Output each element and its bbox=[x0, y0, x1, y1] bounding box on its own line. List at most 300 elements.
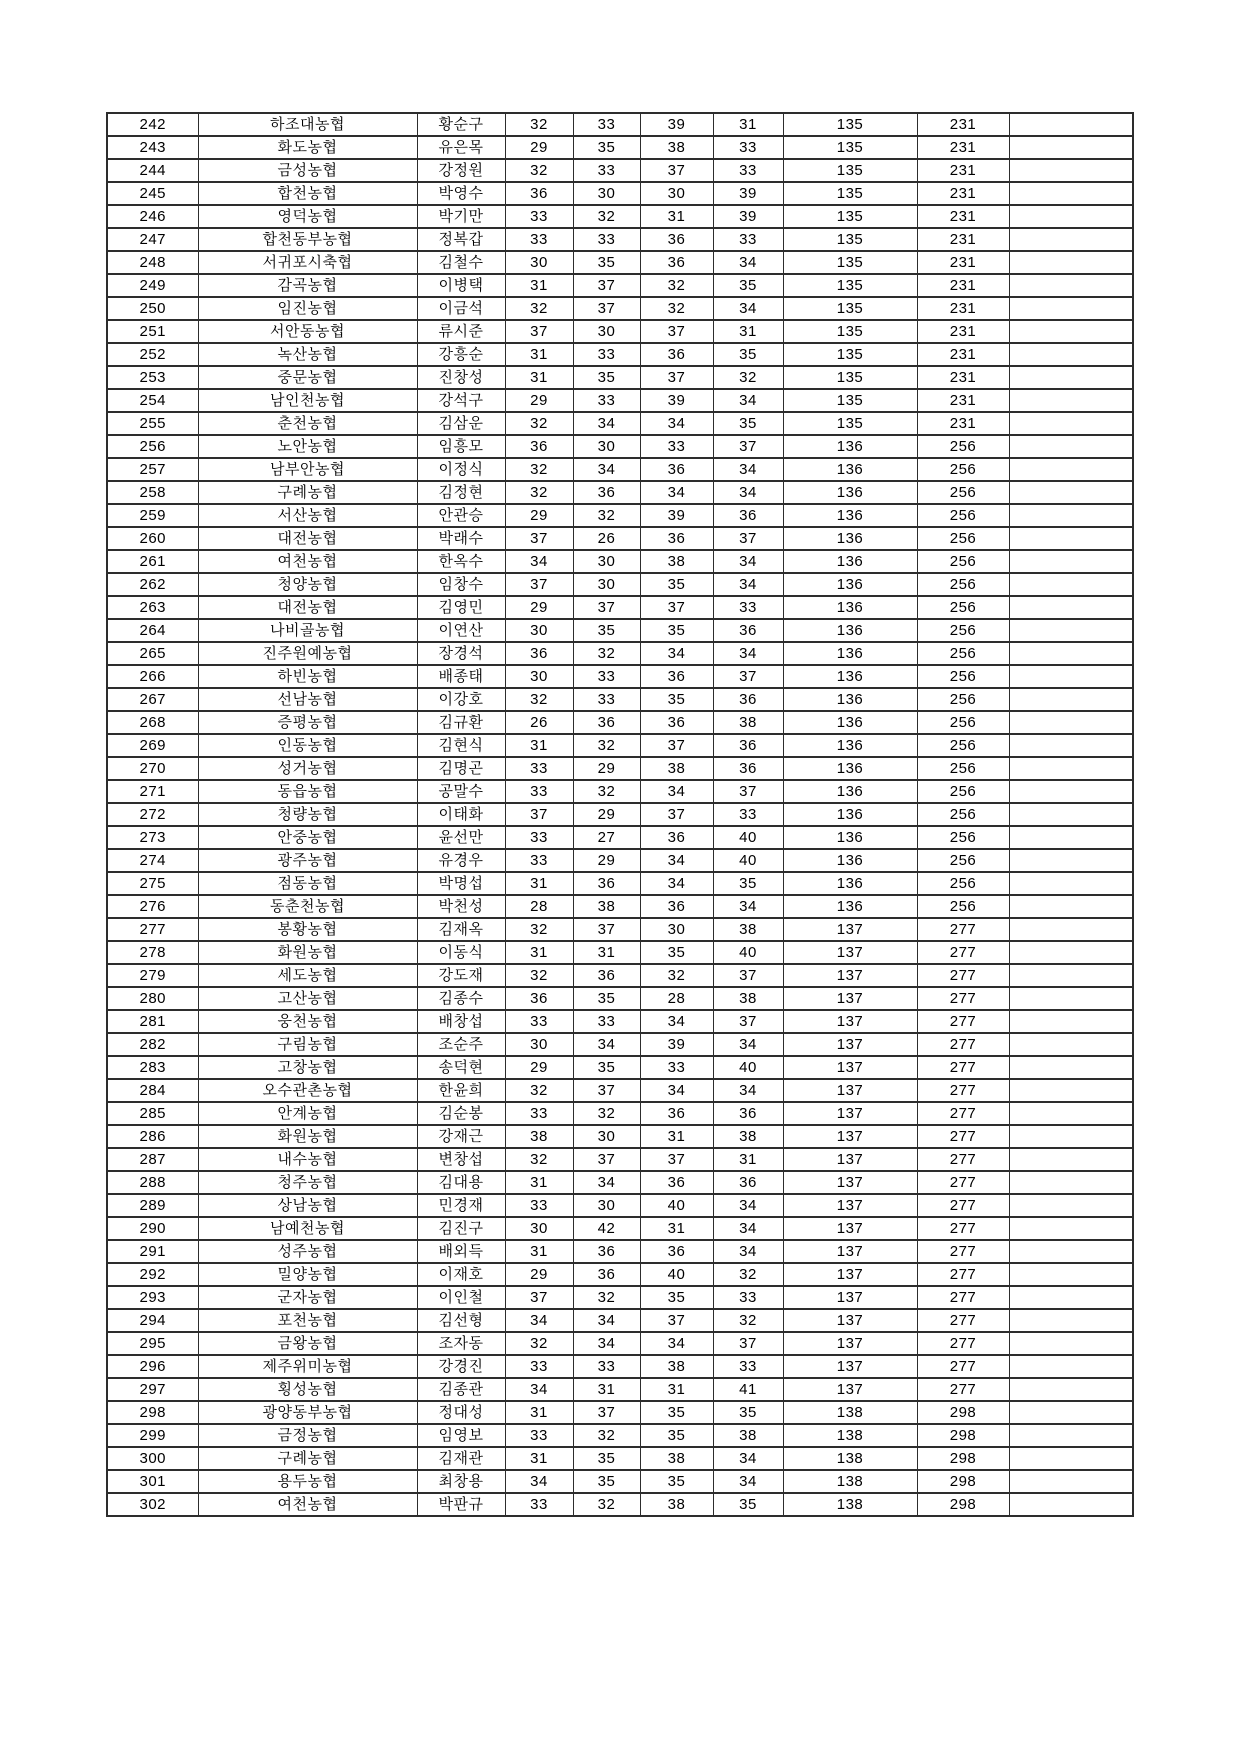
cell-organization: 제주위미농협 bbox=[198, 1355, 417, 1378]
cell-score3: 30 bbox=[640, 182, 713, 205]
table-row bbox=[107, 1056, 1133, 1079]
cell-organization: 용두농협 bbox=[198, 1470, 417, 1493]
cell-total: 136 bbox=[783, 573, 917, 596]
cell-name: 김진구 bbox=[417, 1217, 505, 1240]
cell-score4: 34 bbox=[713, 1447, 783, 1470]
cell-note bbox=[1009, 1194, 1133, 1217]
table-row bbox=[107, 1217, 1133, 1240]
cell-score1: 32 bbox=[505, 1148, 573, 1171]
cell-organization: 하빈농협 bbox=[198, 665, 417, 688]
cell-total: 136 bbox=[783, 757, 917, 780]
cell-score4: 34 bbox=[713, 1033, 783, 1056]
table-row bbox=[107, 1424, 1133, 1447]
cell-note bbox=[1009, 113, 1133, 136]
table-row bbox=[107, 803, 1133, 826]
cell-total: 137 bbox=[783, 1217, 917, 1240]
cell-score1: 37 bbox=[505, 320, 573, 343]
cell-score2: 32 bbox=[573, 1102, 640, 1125]
cell-score4: 34 bbox=[713, 642, 783, 665]
cell-score4: 37 bbox=[713, 1010, 783, 1033]
table-row bbox=[107, 182, 1133, 205]
cell-name: 박영수 bbox=[417, 182, 505, 205]
table-row bbox=[107, 1401, 1133, 1424]
cell-organization: 나비골농협 bbox=[198, 619, 417, 642]
cell-name: 김순봉 bbox=[417, 1102, 505, 1125]
cell-note bbox=[1009, 481, 1133, 504]
cell-note bbox=[1009, 1079, 1133, 1102]
table-row bbox=[107, 849, 1133, 872]
cell-score2: 35 bbox=[573, 136, 640, 159]
cell-note bbox=[1009, 1355, 1133, 1378]
cell-total: 137 bbox=[783, 1079, 917, 1102]
cell-score1: 31 bbox=[505, 734, 573, 757]
cell-organization: 진주원예농협 bbox=[198, 642, 417, 665]
cell-total: 135 bbox=[783, 228, 917, 251]
table-row bbox=[107, 987, 1133, 1010]
table-row bbox=[107, 780, 1133, 803]
cell-organization: 광주농협 bbox=[198, 849, 417, 872]
cell-score2: 32 bbox=[573, 780, 640, 803]
cell-note bbox=[1009, 1493, 1133, 1516]
cell-overall-rank: 277 bbox=[917, 1240, 1009, 1263]
cell-organization: 안계농협 bbox=[198, 1102, 417, 1125]
cell-score1: 31 bbox=[505, 343, 573, 366]
cell-organization: 서귀포시축협 bbox=[198, 251, 417, 274]
cell-score3: 36 bbox=[640, 1102, 713, 1125]
cell-score3: 32 bbox=[640, 964, 713, 987]
cell-total: 135 bbox=[783, 182, 917, 205]
cell-note bbox=[1009, 458, 1133, 481]
table-row bbox=[107, 481, 1133, 504]
cell-score3: 32 bbox=[640, 274, 713, 297]
cell-name: 이정식 bbox=[417, 458, 505, 481]
table-row bbox=[107, 665, 1133, 688]
cell-score2: 33 bbox=[573, 343, 640, 366]
cell-note bbox=[1009, 918, 1133, 941]
cell-name: 이인철 bbox=[417, 1286, 505, 1309]
cell-overall-rank: 277 bbox=[917, 1171, 1009, 1194]
cell-name: 김규환 bbox=[417, 711, 505, 734]
cell-score1: 29 bbox=[505, 389, 573, 412]
cell-total: 137 bbox=[783, 1332, 917, 1355]
cell-score2: 32 bbox=[573, 642, 640, 665]
cell-score4: 36 bbox=[713, 619, 783, 642]
cell-score4: 40 bbox=[713, 1056, 783, 1079]
cell-score4: 36 bbox=[713, 504, 783, 527]
cell-score4: 31 bbox=[713, 113, 783, 136]
cell-score4: 34 bbox=[713, 895, 783, 918]
cell-name: 김현식 bbox=[417, 734, 505, 757]
cell-name: 이태화 bbox=[417, 803, 505, 826]
cell-score1: 38 bbox=[505, 1125, 573, 1148]
table-row bbox=[107, 573, 1133, 596]
cell-score1: 29 bbox=[505, 136, 573, 159]
cell-overall-rank: 256 bbox=[917, 849, 1009, 872]
cell-name: 박판규 bbox=[417, 1493, 505, 1516]
cell-total: 136 bbox=[783, 619, 917, 642]
cell-name: 강흥순 bbox=[417, 343, 505, 366]
cell-score3: 31 bbox=[640, 1217, 713, 1240]
table-row bbox=[107, 1171, 1133, 1194]
cell-score3: 35 bbox=[640, 1286, 713, 1309]
cell-rank: 300 bbox=[107, 1447, 198, 1470]
cell-organization: 금왕농협 bbox=[198, 1332, 417, 1355]
cell-organization: 대전농협 bbox=[198, 527, 417, 550]
cell-total: 136 bbox=[783, 849, 917, 872]
table-row bbox=[107, 826, 1133, 849]
cell-name: 강정원 bbox=[417, 159, 505, 182]
cell-organization: 군자농협 bbox=[198, 1286, 417, 1309]
table-row bbox=[107, 251, 1133, 274]
cell-organization: 구례농협 bbox=[198, 481, 417, 504]
cell-total: 137 bbox=[783, 1171, 917, 1194]
cell-note bbox=[1009, 274, 1133, 297]
cell-organization: 하조대농협 bbox=[198, 113, 417, 136]
cell-rank: 267 bbox=[107, 688, 198, 711]
cell-overall-rank: 256 bbox=[917, 895, 1009, 918]
cell-total: 137 bbox=[783, 1148, 917, 1171]
table-row bbox=[107, 1102, 1133, 1125]
cell-rank: 291 bbox=[107, 1240, 198, 1263]
cell-score4: 34 bbox=[713, 297, 783, 320]
cell-total: 137 bbox=[783, 1240, 917, 1263]
cell-overall-rank: 277 bbox=[917, 918, 1009, 941]
cell-note bbox=[1009, 573, 1133, 596]
cell-total: 136 bbox=[783, 895, 917, 918]
cell-organization: 춘천농협 bbox=[198, 412, 417, 435]
cell-score4: 37 bbox=[713, 665, 783, 688]
cell-name: 김재옥 bbox=[417, 918, 505, 941]
table-row bbox=[107, 1378, 1133, 1401]
cell-score1: 32 bbox=[505, 297, 573, 320]
cell-score2: 37 bbox=[573, 596, 640, 619]
cell-overall-rank: 256 bbox=[917, 803, 1009, 826]
cell-score3: 34 bbox=[640, 849, 713, 872]
cell-score1: 32 bbox=[505, 1332, 573, 1355]
cell-score3: 33 bbox=[640, 435, 713, 458]
cell-name: 공말수 bbox=[417, 780, 505, 803]
cell-score3: 35 bbox=[640, 573, 713, 596]
cell-score3: 36 bbox=[640, 1240, 713, 1263]
cell-name: 이금석 bbox=[417, 297, 505, 320]
cell-organization: 화원농협 bbox=[198, 1125, 417, 1148]
cell-overall-rank: 256 bbox=[917, 573, 1009, 596]
cell-total: 136 bbox=[783, 826, 917, 849]
cell-overall-rank: 298 bbox=[917, 1470, 1009, 1493]
cell-score2: 37 bbox=[573, 297, 640, 320]
cell-rank: 269 bbox=[107, 734, 198, 757]
cell-score3: 35 bbox=[640, 941, 713, 964]
cell-organization: 화원농협 bbox=[198, 941, 417, 964]
cell-score3: 39 bbox=[640, 504, 713, 527]
cell-rank: 248 bbox=[107, 251, 198, 274]
cell-name: 김영민 bbox=[417, 596, 505, 619]
cell-name: 강재근 bbox=[417, 1125, 505, 1148]
cell-score1: 33 bbox=[505, 228, 573, 251]
cell-total: 135 bbox=[783, 136, 917, 159]
cell-overall-rank: 277 bbox=[917, 1125, 1009, 1148]
cell-note bbox=[1009, 1217, 1133, 1240]
cell-rank: 287 bbox=[107, 1148, 198, 1171]
cell-name: 황순구 bbox=[417, 113, 505, 136]
cell-score2: 36 bbox=[573, 481, 640, 504]
cell-overall-rank: 298 bbox=[917, 1493, 1009, 1516]
cell-score4: 38 bbox=[713, 1125, 783, 1148]
cell-overall-rank: 277 bbox=[917, 1332, 1009, 1355]
cell-total: 136 bbox=[783, 458, 917, 481]
cell-total: 135 bbox=[783, 159, 917, 182]
cell-score2: 31 bbox=[573, 941, 640, 964]
cell-overall-rank: 231 bbox=[917, 159, 1009, 182]
cell-organization: 영덕농협 bbox=[198, 205, 417, 228]
cell-overall-rank: 256 bbox=[917, 757, 1009, 780]
table-row bbox=[107, 1332, 1133, 1355]
cell-name: 송덕현 bbox=[417, 1056, 505, 1079]
table-row bbox=[107, 389, 1133, 412]
cell-score1: 37 bbox=[505, 1286, 573, 1309]
cell-note bbox=[1009, 1263, 1133, 1286]
cell-name: 강도재 bbox=[417, 964, 505, 987]
cell-score1: 37 bbox=[505, 573, 573, 596]
cell-score3: 39 bbox=[640, 1033, 713, 1056]
cell-score3: 36 bbox=[640, 665, 713, 688]
cell-note bbox=[1009, 1148, 1133, 1171]
cell-note bbox=[1009, 1056, 1133, 1079]
cell-score3: 35 bbox=[640, 1470, 713, 1493]
table-row bbox=[107, 366, 1133, 389]
cell-score4: 38 bbox=[713, 1424, 783, 1447]
cell-overall-rank: 256 bbox=[917, 504, 1009, 527]
cell-score2: 42 bbox=[573, 1217, 640, 1240]
table-row bbox=[107, 550, 1133, 573]
cell-score4: 34 bbox=[713, 1217, 783, 1240]
cell-score3: 36 bbox=[640, 711, 713, 734]
cell-overall-rank: 231 bbox=[917, 228, 1009, 251]
cell-score1: 28 bbox=[505, 895, 573, 918]
cell-note bbox=[1009, 1470, 1133, 1493]
cell-note bbox=[1009, 757, 1133, 780]
cell-score2: 30 bbox=[573, 182, 640, 205]
cell-total: 135 bbox=[783, 274, 917, 297]
cell-overall-rank: 256 bbox=[917, 734, 1009, 757]
cell-note bbox=[1009, 619, 1133, 642]
cell-total: 137 bbox=[783, 941, 917, 964]
cell-score4: 34 bbox=[713, 1079, 783, 1102]
cell-total: 135 bbox=[783, 320, 917, 343]
cell-score3: 36 bbox=[640, 228, 713, 251]
cell-note bbox=[1009, 527, 1133, 550]
cell-overall-rank: 256 bbox=[917, 665, 1009, 688]
table-row bbox=[107, 343, 1133, 366]
cell-total: 136 bbox=[783, 688, 917, 711]
cell-note bbox=[1009, 826, 1133, 849]
cell-score2: 27 bbox=[573, 826, 640, 849]
cell-score3: 38 bbox=[640, 550, 713, 573]
cell-score3: 36 bbox=[640, 895, 713, 918]
cell-rank: 259 bbox=[107, 504, 198, 527]
cell-score2: 30 bbox=[573, 435, 640, 458]
cell-score2: 35 bbox=[573, 366, 640, 389]
cell-score3: 34 bbox=[640, 1010, 713, 1033]
cell-score2: 33 bbox=[573, 688, 640, 711]
cell-overall-rank: 277 bbox=[917, 1010, 1009, 1033]
cell-score4: 33 bbox=[713, 228, 783, 251]
cell-note bbox=[1009, 1286, 1133, 1309]
cell-score4: 33 bbox=[713, 159, 783, 182]
cell-organization: 감곡농협 bbox=[198, 274, 417, 297]
cell-organization: 구례농협 bbox=[198, 1447, 417, 1470]
cell-total: 137 bbox=[783, 987, 917, 1010]
cell-score2: 36 bbox=[573, 1263, 640, 1286]
cell-overall-rank: 277 bbox=[917, 1079, 1009, 1102]
cell-organization: 합천동부농협 bbox=[198, 228, 417, 251]
cell-overall-rank: 256 bbox=[917, 711, 1009, 734]
cell-score3: 35 bbox=[640, 1424, 713, 1447]
cell-score3: 34 bbox=[640, 1079, 713, 1102]
cell-score4: 36 bbox=[713, 734, 783, 757]
cell-score1: 32 bbox=[505, 412, 573, 435]
cell-score1: 31 bbox=[505, 366, 573, 389]
cell-name: 한윤희 bbox=[417, 1079, 505, 1102]
cell-score3: 37 bbox=[640, 320, 713, 343]
cell-score2: 29 bbox=[573, 803, 640, 826]
cell-score4: 40 bbox=[713, 826, 783, 849]
cell-overall-rank: 277 bbox=[917, 1355, 1009, 1378]
cell-organization: 상남농협 bbox=[198, 1194, 417, 1217]
cell-organization: 오수관촌농협 bbox=[198, 1079, 417, 1102]
cell-score1: 32 bbox=[505, 964, 573, 987]
cell-note bbox=[1009, 251, 1133, 274]
cell-note bbox=[1009, 1309, 1133, 1332]
cell-score2: 32 bbox=[573, 1286, 640, 1309]
cell-note bbox=[1009, 343, 1133, 366]
cell-score1: 33 bbox=[505, 757, 573, 780]
cell-name: 이동식 bbox=[417, 941, 505, 964]
cell-name: 강경진 bbox=[417, 1355, 505, 1378]
cell-note bbox=[1009, 297, 1133, 320]
cell-rank: 264 bbox=[107, 619, 198, 642]
cell-overall-rank: 277 bbox=[917, 1378, 1009, 1401]
cell-score3: 37 bbox=[640, 159, 713, 182]
cell-score2: 33 bbox=[573, 1010, 640, 1033]
cell-score1: 31 bbox=[505, 1171, 573, 1194]
table-row bbox=[107, 458, 1133, 481]
cell-score4: 40 bbox=[713, 941, 783, 964]
cell-score2: 35 bbox=[573, 987, 640, 1010]
cell-overall-rank: 256 bbox=[917, 688, 1009, 711]
cell-overall-rank: 231 bbox=[917, 412, 1009, 435]
cell-score4: 33 bbox=[713, 136, 783, 159]
cell-total: 135 bbox=[783, 297, 917, 320]
cell-overall-rank: 256 bbox=[917, 596, 1009, 619]
cell-score2: 37 bbox=[573, 1079, 640, 1102]
cell-rank: 281 bbox=[107, 1010, 198, 1033]
cell-name: 김대용 bbox=[417, 1171, 505, 1194]
cell-score2: 26 bbox=[573, 527, 640, 550]
cell-rank: 284 bbox=[107, 1079, 198, 1102]
cell-total: 137 bbox=[783, 1010, 917, 1033]
table-row bbox=[107, 320, 1133, 343]
cell-total: 136 bbox=[783, 872, 917, 895]
table-row bbox=[107, 1010, 1133, 1033]
cell-note bbox=[1009, 803, 1133, 826]
cell-note bbox=[1009, 136, 1133, 159]
cell-organization: 내수농협 bbox=[198, 1148, 417, 1171]
cell-score2: 36 bbox=[573, 1240, 640, 1263]
cell-total: 136 bbox=[783, 734, 917, 757]
cell-score3: 34 bbox=[640, 1332, 713, 1355]
cell-score4: 38 bbox=[713, 987, 783, 1010]
cell-rank: 260 bbox=[107, 527, 198, 550]
cell-total: 136 bbox=[783, 780, 917, 803]
cell-rank: 263 bbox=[107, 596, 198, 619]
cell-score2: 32 bbox=[573, 1493, 640, 1516]
cell-note bbox=[1009, 642, 1133, 665]
cell-rank: 295 bbox=[107, 1332, 198, 1355]
cell-score1: 33 bbox=[505, 1194, 573, 1217]
cell-organization: 동춘천농협 bbox=[198, 895, 417, 918]
cell-score4: 37 bbox=[713, 1332, 783, 1355]
cell-name: 김철수 bbox=[417, 251, 505, 274]
cell-rank: 296 bbox=[107, 1355, 198, 1378]
cell-overall-rank: 277 bbox=[917, 1263, 1009, 1286]
cell-rank: 254 bbox=[107, 389, 198, 412]
cell-overall-rank: 298 bbox=[917, 1401, 1009, 1424]
cell-note bbox=[1009, 941, 1133, 964]
cell-organization: 남부안농협 bbox=[198, 458, 417, 481]
table-row bbox=[107, 1493, 1133, 1516]
cell-rank: 242 bbox=[107, 113, 198, 136]
cell-score2: 29 bbox=[573, 849, 640, 872]
table-row bbox=[107, 895, 1133, 918]
cell-score1: 29 bbox=[505, 1056, 573, 1079]
cell-score1: 30 bbox=[505, 1033, 573, 1056]
cell-score1: 30 bbox=[505, 665, 573, 688]
table-row bbox=[107, 274, 1133, 297]
cell-total: 138 bbox=[783, 1447, 917, 1470]
cell-score3: 36 bbox=[640, 458, 713, 481]
cell-total: 137 bbox=[783, 1033, 917, 1056]
cell-rank: 256 bbox=[107, 435, 198, 458]
cell-overall-rank: 231 bbox=[917, 113, 1009, 136]
cell-score3: 36 bbox=[640, 1171, 713, 1194]
cell-score1: 37 bbox=[505, 803, 573, 826]
table-row bbox=[107, 619, 1133, 642]
cell-score2: 32 bbox=[573, 1424, 640, 1447]
cell-rank: 285 bbox=[107, 1102, 198, 1125]
cell-score4: 37 bbox=[713, 964, 783, 987]
cell-note bbox=[1009, 780, 1133, 803]
cell-score2: 35 bbox=[573, 1470, 640, 1493]
cell-score2: 30 bbox=[573, 1125, 640, 1148]
cell-rank: 290 bbox=[107, 1217, 198, 1240]
cell-name: 이강호 bbox=[417, 688, 505, 711]
cell-total: 136 bbox=[783, 504, 917, 527]
table-row bbox=[107, 504, 1133, 527]
cell-total: 138 bbox=[783, 1470, 917, 1493]
cell-score2: 32 bbox=[573, 205, 640, 228]
cell-organization: 점동농협 bbox=[198, 872, 417, 895]
cell-score1: 34 bbox=[505, 1309, 573, 1332]
cell-score1: 31 bbox=[505, 941, 573, 964]
cell-total: 137 bbox=[783, 1194, 917, 1217]
cell-score1: 30 bbox=[505, 619, 573, 642]
cell-name: 임창수 bbox=[417, 573, 505, 596]
cell-score4: 34 bbox=[713, 389, 783, 412]
cell-score2: 33 bbox=[573, 159, 640, 182]
cell-note bbox=[1009, 1033, 1133, 1056]
cell-score4: 35 bbox=[713, 343, 783, 366]
